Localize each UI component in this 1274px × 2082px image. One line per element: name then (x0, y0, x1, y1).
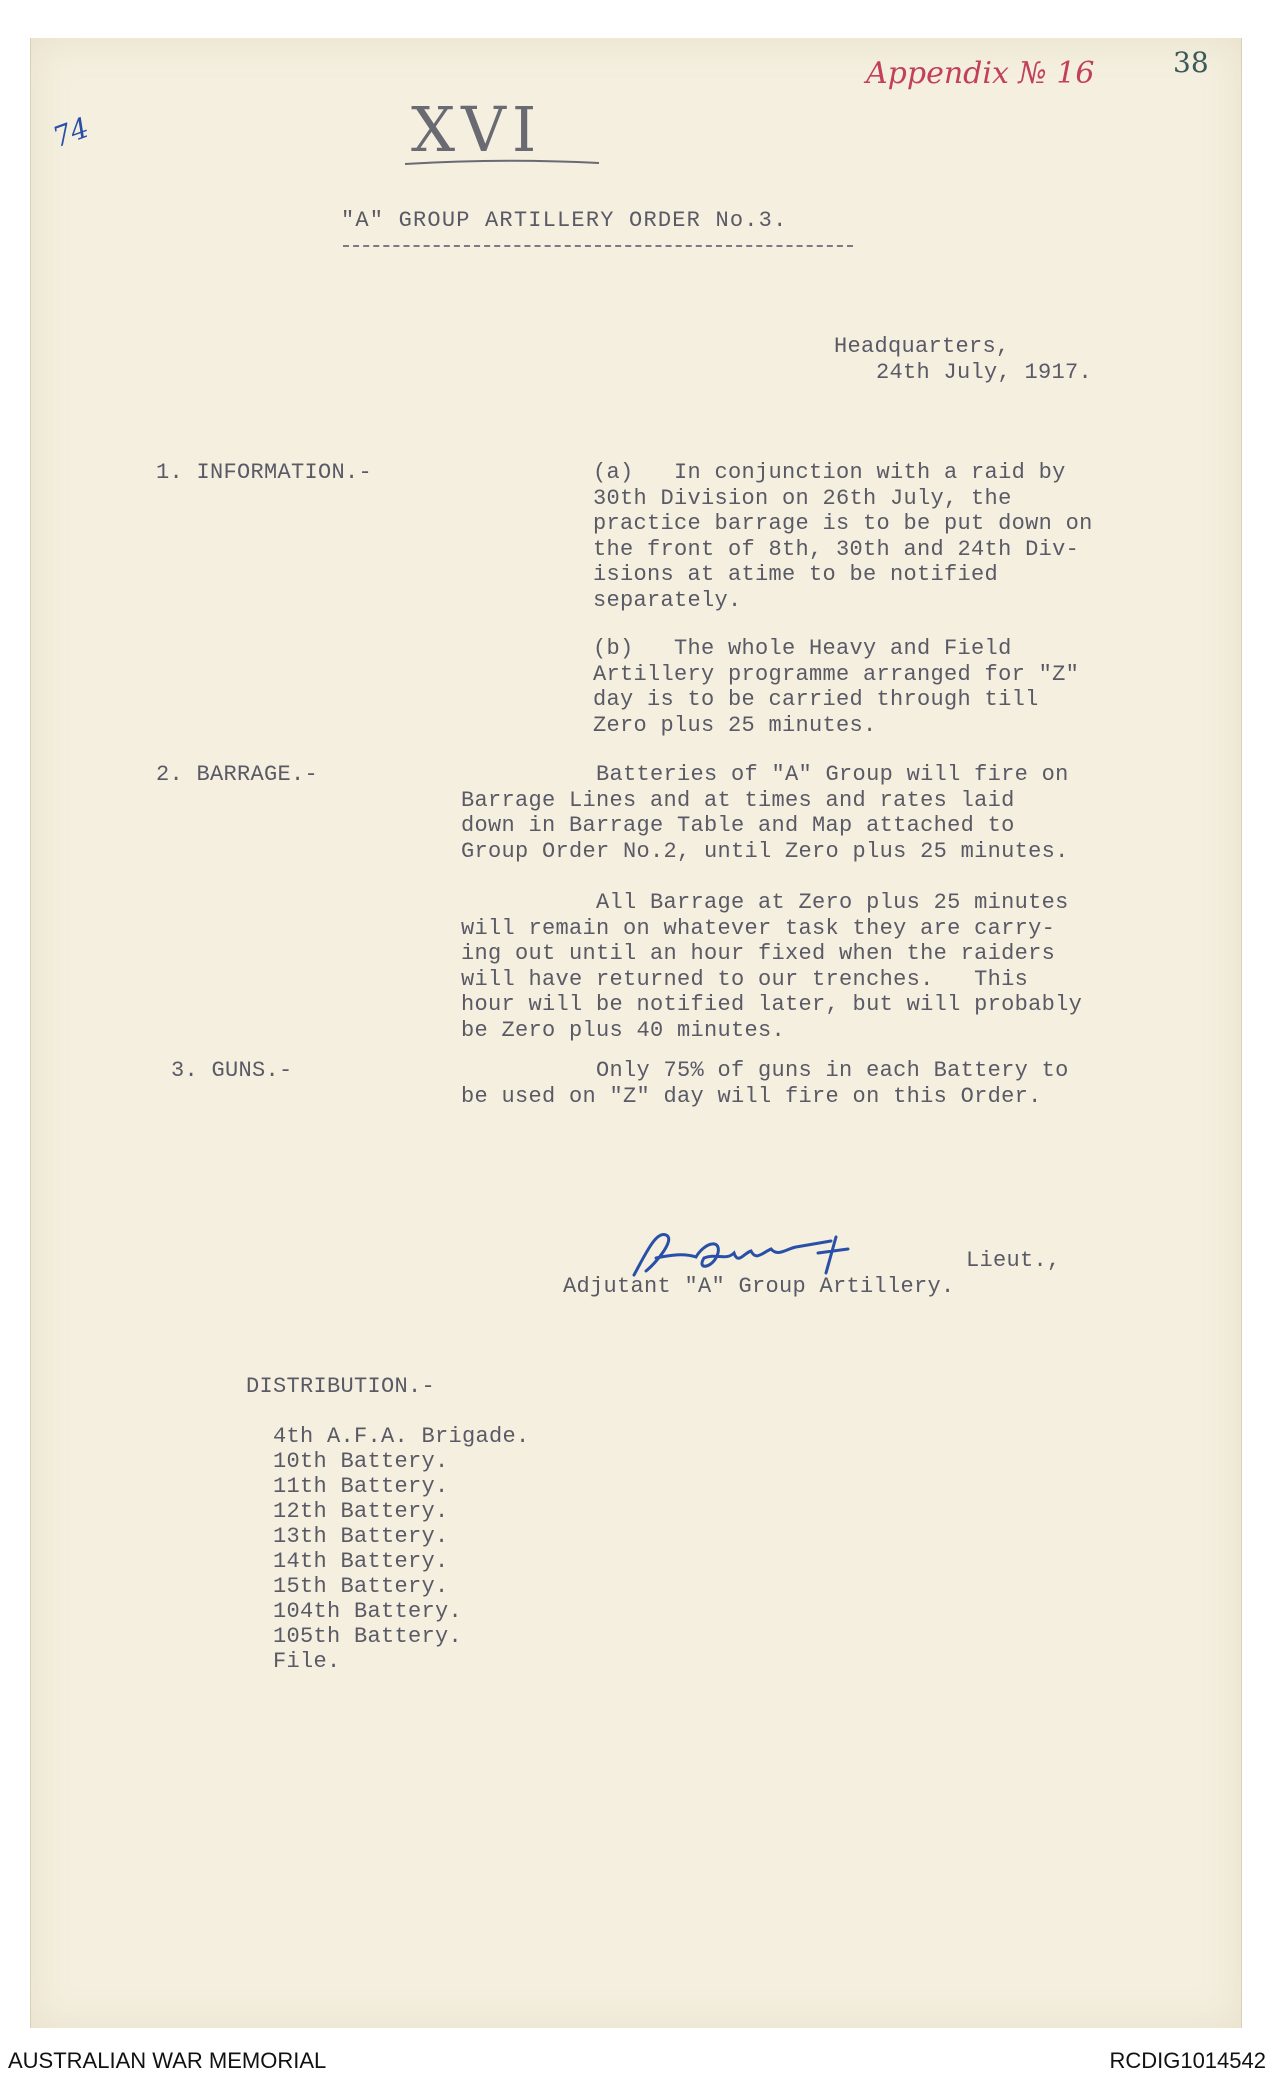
header-place: Headquarters, (834, 334, 1010, 359)
list-item: 14th Battery. (273, 1549, 449, 1574)
list-item: 12th Battery. (273, 1499, 449, 1524)
list-item: 10th Battery. (273, 1449, 449, 1474)
document-page (30, 38, 1242, 2028)
page-title: "A" GROUP ARTILLERY ORDER No.3. (341, 208, 788, 233)
section-1-paragraph-a: (a) In conjunction with a raid by 30th Division on 26th July, the practice barrage is to be put down on the front of 8th, 30th and 24th Div- isions at atime to be notified separately. (593, 460, 1093, 613)
list-item: 15th Battery. (273, 1574, 449, 1599)
section-2-heading: 2. BARRAGE.- (156, 762, 319, 787)
section-2-paragraph-1: Batteries of "A" Group will fire on Barrage Lines and at times and rates laid down in Barrage Table and Map attached to Group Order No.2, until Zero plus 25 minutes. (461, 762, 1069, 864)
roman-numeral-underline (403, 156, 603, 170)
section-2-paragraph-2: All Barrage at Zero plus 25 minutes will remain on whatever task they are carry- ing out until an hour fixed when the raiders will have returned to our trenches. This hour will be notified later, but will probably be Zero plus 40 minutes. (461, 890, 1083, 1043)
section-1-paragraph-b: (b) The whole Heavy and Field Artillery programme arranged for "Z" day is to be carried through till Zero plus 25 minutes. (593, 636, 1080, 738)
header-date: 24th July, 1917. (876, 360, 1093, 385)
page-number: 38 (1173, 46, 1209, 79)
list-item: 11th Battery. (273, 1474, 449, 1499)
left-margin-mark: 74 (48, 110, 94, 155)
footer-record-id: RCDIG1014542 (1109, 2048, 1266, 2073)
title-underline (343, 245, 853, 247)
list-item: 13th Battery. (273, 1524, 449, 1549)
signature-rank: Lieut., (966, 1248, 1061, 1273)
list-item: File. (273, 1649, 341, 1674)
list-item: 4th A.F.A. Brigade. (273, 1424, 530, 1449)
appendix-annotation: Appendix № 16 (866, 56, 1095, 91)
signature-position: Adjutant "A" Group Artillery. (563, 1274, 955, 1299)
list-item: 105th Battery. (273, 1624, 463, 1649)
section-1-heading: 1. INFORMATION.- (156, 460, 373, 485)
section-3-paragraph: Only 75% of guns in each Battery to be used on "Z" day will fire on this Order. (461, 1058, 1069, 1109)
section-3-heading: 3. GUNS.- (171, 1058, 293, 1083)
footer-archive-name: AUSTRALIAN WAR MEMORIAL (8, 2048, 327, 2073)
list-item: 104th Battery. (273, 1599, 463, 1624)
distribution-heading: DISTRIBUTION.- (246, 1374, 436, 1399)
roman-numeral-mark: XVI (411, 93, 543, 166)
